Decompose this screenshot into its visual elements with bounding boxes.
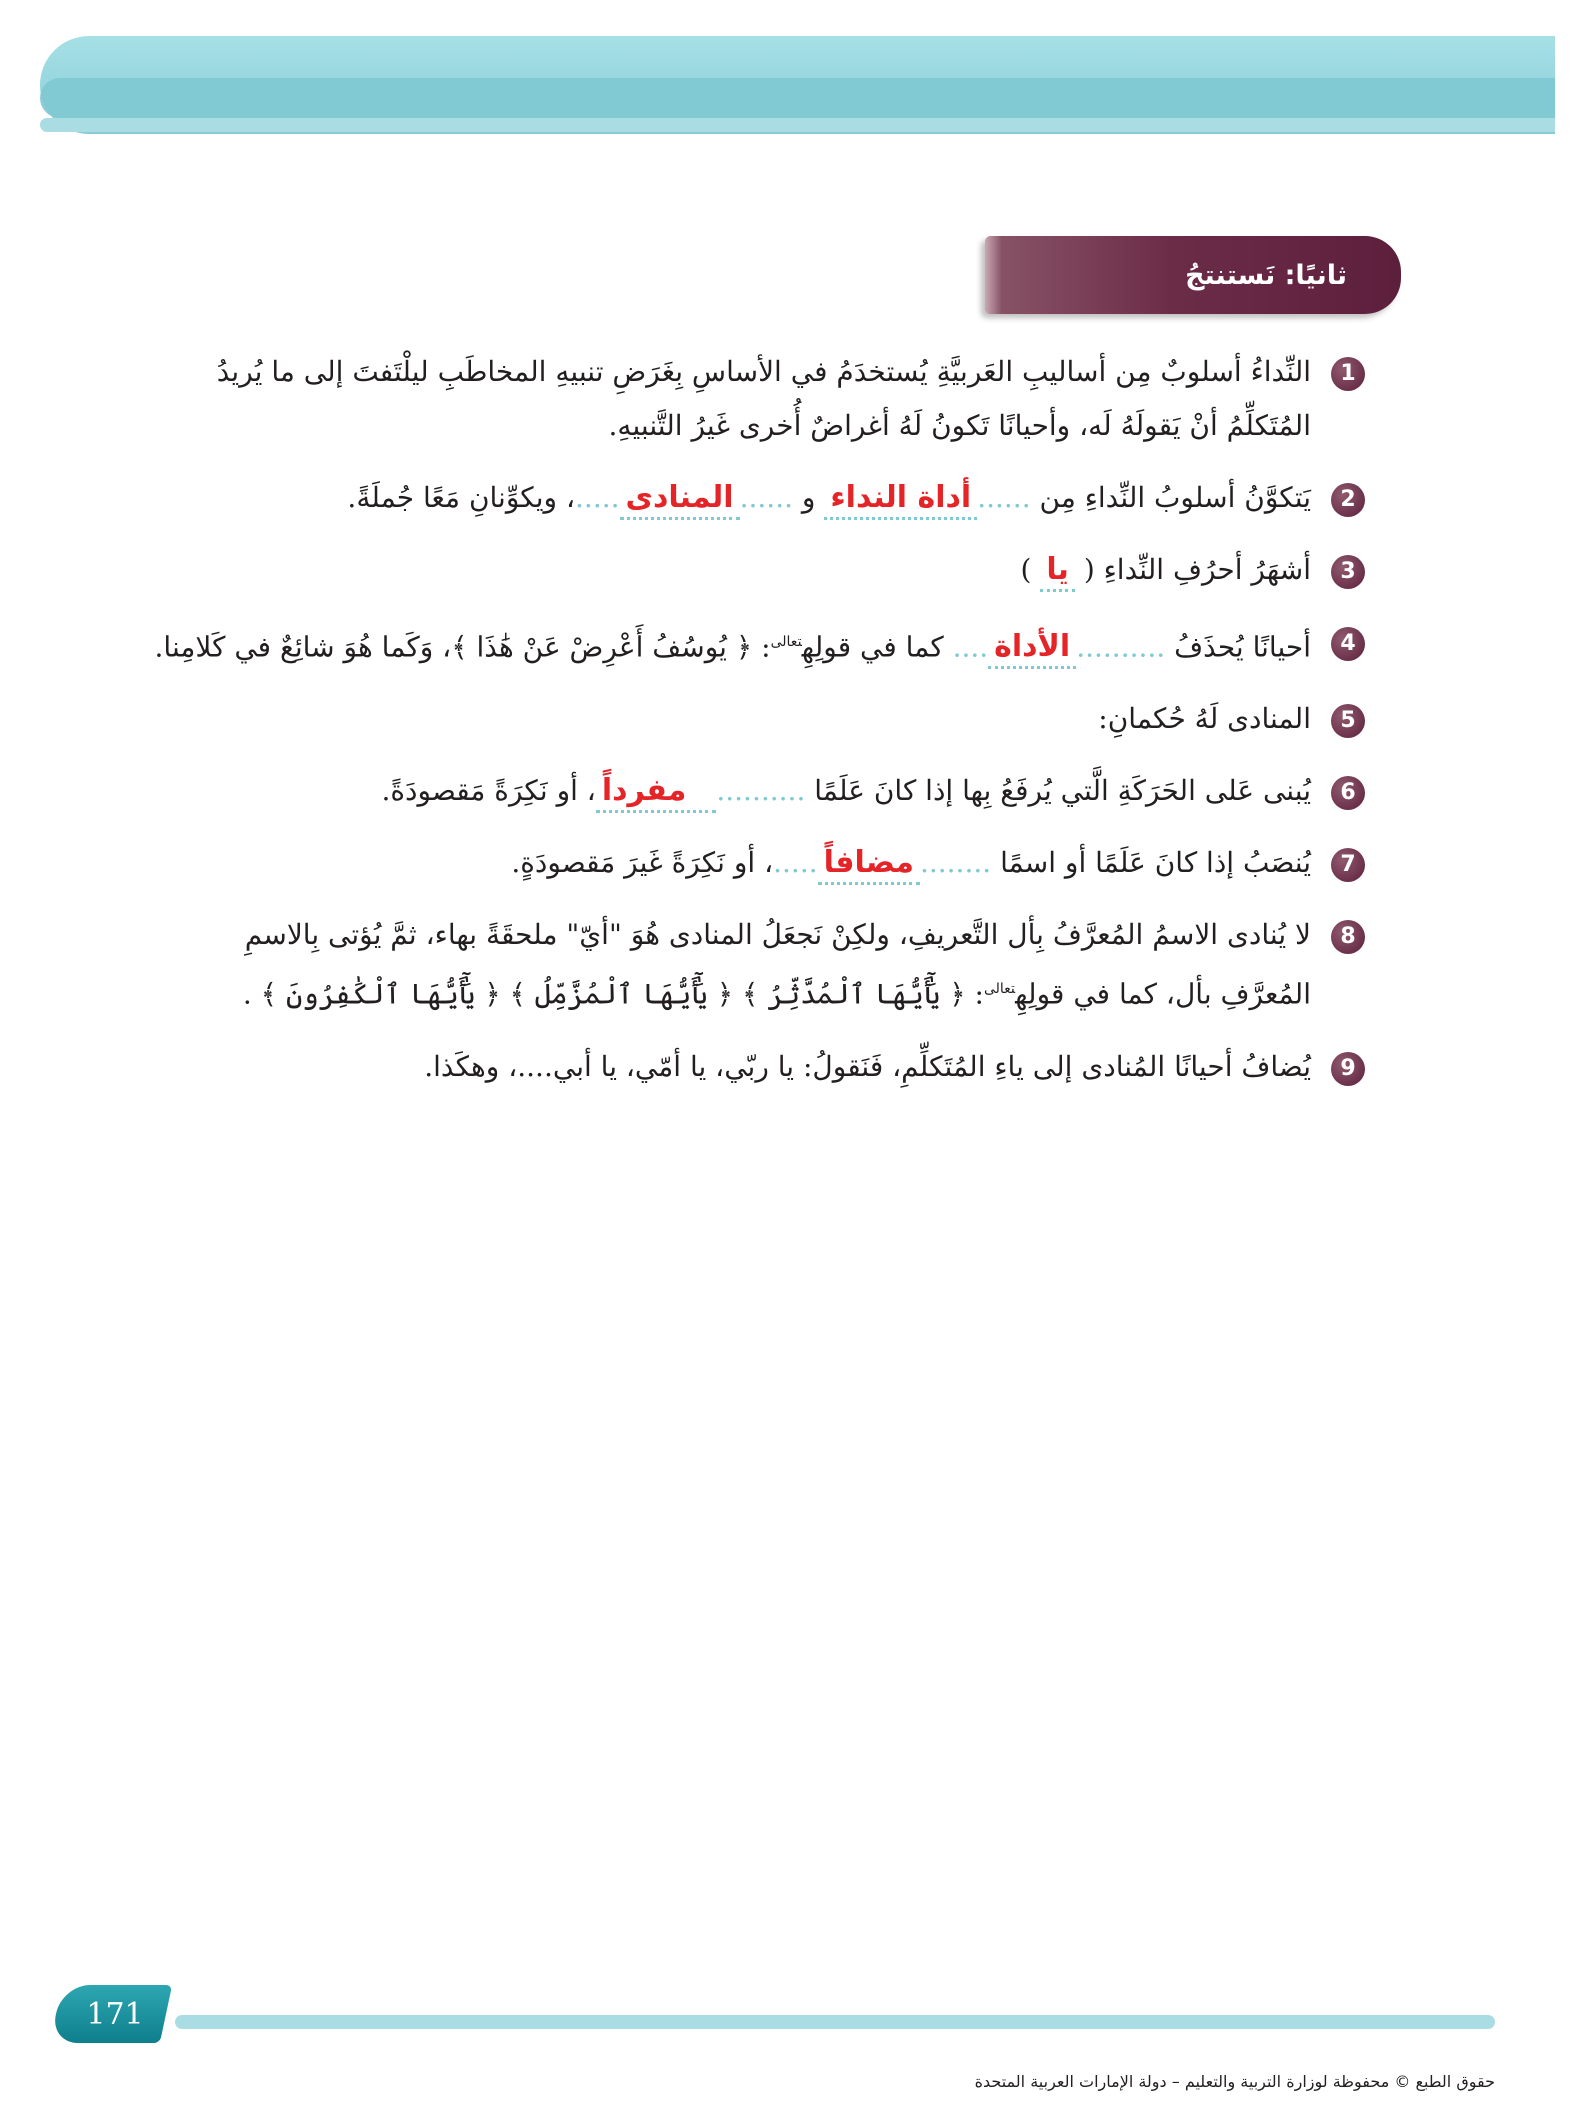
item-text-after: ، وَكَما هُوَ شائِعٌ في كَلامِنا. (154, 630, 452, 664)
item-text-mid: كما في قولِهِ (801, 630, 944, 664)
blank-dots: ........ (919, 846, 992, 880)
item-text-after: . (242, 977, 252, 1011)
conclusions-list (150, 345, 1365, 1112)
quran-verse-2: ﴿ يَٰٓأَيُّهَا ٱلْمُزَّمِّلُ ﴾ (509, 977, 734, 1011)
bottom-line (175, 2015, 1495, 2029)
item-text-before: يُبنى عَلى الحَرَكَةِ الَّتي يُرفَعُ بِها إذا كانَ عَلَمًا (814, 774, 1311, 808)
blank-dots: ..... (773, 846, 818, 880)
item-number: 1 (1331, 357, 1365, 391)
copyright-footer: حقوق الطبع © محفوظة لوزارة التربية والتعليم – دولة الإمارات العربية المتحدة (974, 2072, 1495, 2091)
list-item-4 (150, 615, 1365, 674)
answer-blank[interactable]: يا (1040, 552, 1075, 592)
item-text-after: ، ويكوِّنانِ مَعًا جُملَةً. (347, 481, 576, 514)
top-banner-line (40, 118, 1555, 132)
item-text-before: أحيانًا يُحذَفُ (1174, 630, 1311, 664)
list-item-8 (150, 908, 1365, 1021)
taala-mark: تعالى (983, 981, 1016, 998)
top-banner-stripe (40, 78, 1555, 118)
answer-blank[interactable]: مضافاً (818, 845, 920, 885)
blank-dots: ...... (977, 481, 1031, 514)
quran-verse-3: ﴿ يَٰٓأَيُّهَا ٱلْكَٰفِرُونَ ﴾ (260, 977, 501, 1011)
answer-blank[interactable]: الأداة (988, 629, 1076, 669)
taala-mark: تعالى (770, 634, 802, 650)
section-title: ثانيًا: نَستنتجُ (1185, 259, 1347, 291)
item-text-after: ، أو نَكِرَةً مَقصودَةً. (381, 774, 596, 808)
list-item-6 (150, 764, 1365, 818)
list-item-1 (150, 345, 1365, 453)
item-text-before: يَتكوَّنُ أسلوبُ النِّداءِ مِن (1039, 481, 1311, 514)
colon: : (761, 630, 771, 664)
item-number: 5 (1331, 704, 1365, 738)
item-number: 9 (1331, 1052, 1365, 1086)
list-item-3 (150, 543, 1365, 597)
item-text-mid: و (801, 481, 816, 514)
item-text-before: أشهَرُ أحرُفِ النِّداءِ ( (1083, 553, 1311, 586)
item-number: 8 (1331, 920, 1365, 954)
blank-dots: ..... (575, 481, 620, 514)
quran-verse: ﴿ يُوسُفُ أَعْرِضْ عَنْ هَٰذَا ﴾ (451, 630, 753, 664)
page-number: 171 (86, 1997, 144, 2032)
list-item-2 (150, 471, 1365, 525)
list-item-7 (150, 836, 1365, 890)
section-header (985, 236, 1401, 314)
item-text: النِّداءُ أسلوبٌ مِن أساليبِ العَربيَّةِ يُستخدَمُ في الأساسِ بِغَرَضِ تنبيهِ المخاطَبِ ليلْتَفتَ إلى ما يُريدُ المُتَكلِّمُ أنْ يَقولَهُ لَه، وأحيانًا تَكونُ لَهُ أغراضٌ أُخرى غَيرُ التَّنبيهِ. (216, 355, 1311, 442)
quran-verse-1: ﴿ يَٰٓأَيُّهَا ٱلْمُدَّثِّرُ ﴾ (742, 977, 966, 1011)
blank-dots: .......... (1076, 630, 1166, 664)
item-text-before: يُنصَبُ إذا كانَ عَلَمًا أو اسمًا (1000, 846, 1311, 880)
item-text-before: لا يُنادى الاسمُ المُعرَّفُ بِأل التَّعريفِ، ولكِنْ نَجعَلُ المنادى هُوَ "أيّ" ملحقَةً بهاء، ثمَّ يُؤتى بِالاسمِ المُعرَّفِ بأل، كما في قولِهِ (244, 918, 1311, 1011)
item-number: 6 (1331, 776, 1365, 810)
blank-dots: ...... (739, 481, 793, 514)
item-text-after: ، أو نَكِرَةً غَيرَ مَقصودَةٍ. (511, 846, 774, 880)
answer-blank-2[interactable]: المنادى (620, 480, 740, 520)
list-item-5 (150, 692, 1365, 746)
item-text: يُضافُ أحيانًا المُنادى إلى ياءِ المُتَكلِّمِ، فَنَقولُ: يا ربّي، يا أمّي، يا أبي....، وهكَذا. (424, 1049, 1311, 1083)
item-number: 2 (1331, 483, 1365, 517)
answer-blank-1[interactable]: أداة النداء (824, 480, 977, 520)
answer-blank[interactable]: مفرداً (596, 773, 717, 813)
item-text: المنادى لَهُ حُكمانِ: (1098, 702, 1311, 736)
list-item-9 (150, 1040, 1365, 1094)
colon: : (974, 977, 984, 1011)
item-number: 7 (1331, 848, 1365, 882)
item-number: 4 (1331, 627, 1365, 661)
blank-dots: .... (952, 630, 989, 664)
blank-dots: .......... (716, 774, 806, 808)
item-number: 3 (1331, 555, 1365, 589)
item-text-after: ) (1020, 553, 1032, 586)
